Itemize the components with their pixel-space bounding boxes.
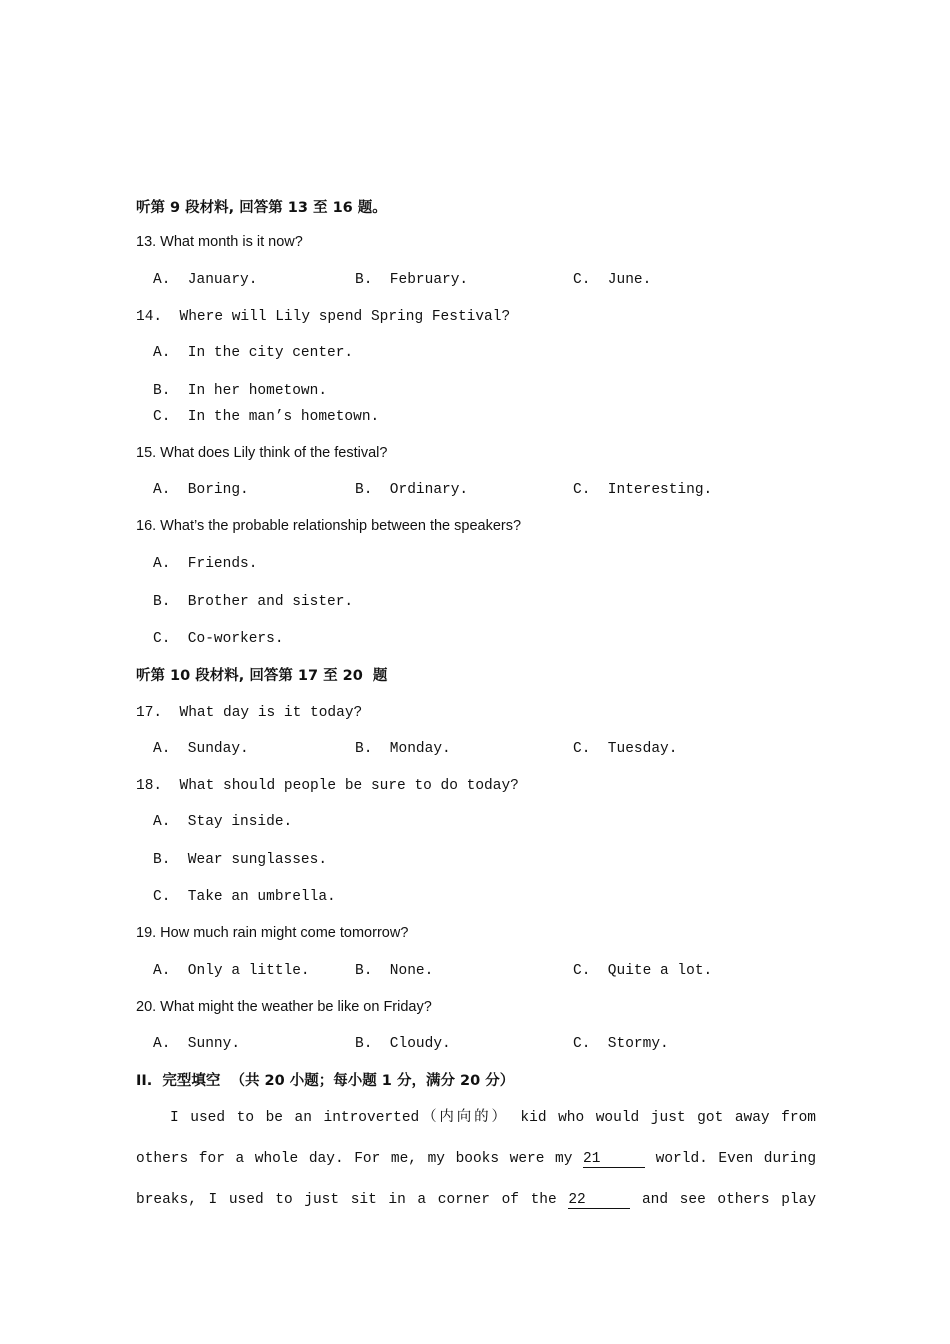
q15-option-a: A. Boring. [153,482,249,498]
q18-option-c: C. Take an umbrella. [153,889,336,905]
q20-option-c: C. Stormy. [573,1036,669,1052]
q20-option-a: A. Sunny. [153,1036,241,1052]
q16-option-b: B. Brother and sister. [153,594,354,610]
section-heading-9: 听第 9 段材料, 回答第 13 至 16 题。 [136,200,387,216]
question-13: 13. What month is it now? [136,234,303,250]
section-heading-cloze: II. 完型填空 （共 20 小题；每小题 1 分，满分 20 分） [136,1073,515,1089]
passage-text: others for a whole day. For me, my books were my [136,1151,573,1167]
q18-option-a: A. Stay inside. [153,814,293,830]
q16-option-a: A. Friends. [153,556,258,572]
q16-option-c: C. Co-workers. [153,631,284,647]
blank-22: 22 [568,1192,630,1209]
q17-option-b: B. Monday. [355,741,451,757]
blank-21: 21 [583,1151,645,1168]
q20-option-b: B. Cloudy. [355,1036,451,1052]
passage-line-2 [136,1149,816,1169]
q19-option-c: C. Quite a lot. [573,963,713,979]
q14-option-b: B. In her hometown. [153,383,328,399]
passage-line-1: I used to be an introverted（内向的） kid who would just got away from [170,1110,816,1126]
passage-line-3 [136,1190,816,1210]
q14-option-c: C. In the man’s hometown. [153,409,380,425]
q13-option-b: B. February. [355,272,469,288]
passage-text: breaks, I used to just sit in a corner of the [136,1192,557,1208]
question-17: 17. What day is it today? [136,705,363,721]
q13-option-a: A. January. [153,272,258,288]
question-14: 14. Where will Lily spend Spring Festival? [136,309,511,325]
q19-option-a: A. Only a little. [153,963,310,979]
section-heading-10: 听第 10 段材料, 回答第 17 至 20 题 [136,668,388,684]
question-16: 16. What’s the probable relationship between the speakers? [136,518,522,534]
passage-text: world. Even during [655,1151,817,1167]
q18-option-b: B. Wear sunglasses. [153,852,328,868]
q15-option-c: C. Interesting. [573,482,713,498]
q19-option-b: B. None. [355,963,434,979]
passage-text: and see others play [641,1192,817,1208]
question-20: 20. What might the weather be like on Friday? [136,999,432,1015]
q15-option-b: B. Ordinary. [355,482,469,498]
q13-option-c: C. June. [573,272,652,288]
question-18: 18. What should people be sure to do today? [136,778,519,794]
q17-option-c: C. Tuesday. [573,741,678,757]
q17-option-a: A. Sunday. [153,741,249,757]
question-19: 19. How much rain might come tomorrow? [136,925,409,941]
question-15: 15. What does Lily think of the festival? [136,445,388,461]
q14-option-a: A. In the city center. [153,345,354,361]
